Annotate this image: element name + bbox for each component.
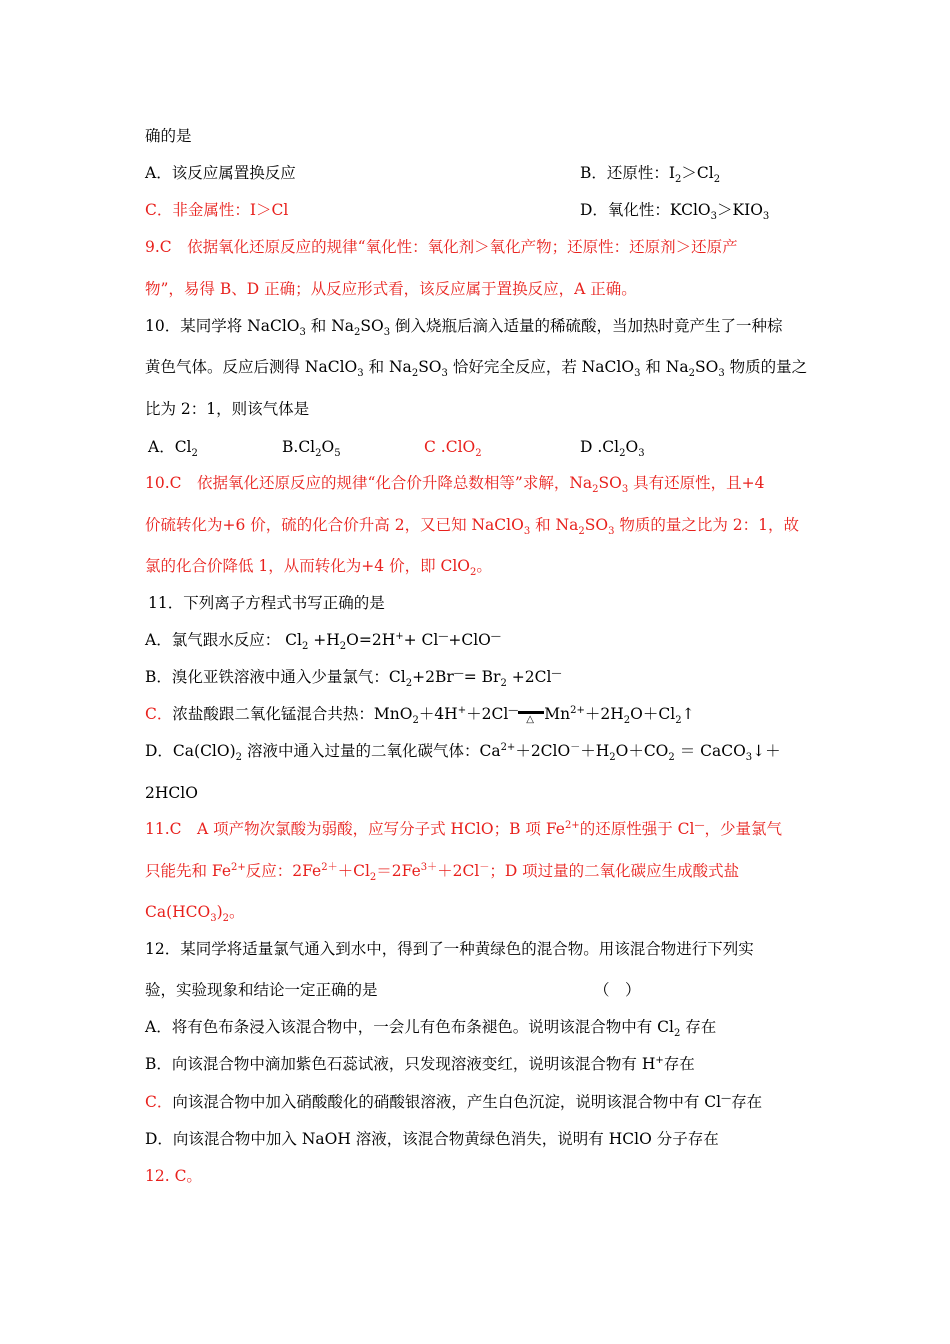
q11-option-c: C．浓盐酸跟二氧化锰混合共热：MnO$_2$＋4H+＋2Cl— △ $Mn^{2+}+2H_2O+Cl_2↑$ <box>145 704 695 727</box>
answer-12: 12. C。 <box>145 1167 202 1185</box>
q8-option-b: B．还原性：$I_2>Cl_2$ <box>580 164 721 186</box>
q8-stem-tail: 确的是 <box>145 127 192 145</box>
answer-10-line3: 氯的化合价降低 1，从而转化为+4 价，即 ClO$_2$。 <box>145 557 492 579</box>
q10-line3: 比为 2：1，则该气体是 <box>145 400 310 418</box>
q10-option-d: D $.Cl_2O_3$ <box>580 438 645 460</box>
answer-9-line2: 物”，易得 B、D 正确；从反应形式看，该反应属于置换反应，A 正确。 <box>145 280 637 298</box>
answer-10-line2: 价硫转化为+6 价，硫的化合价升高 2，又已知 NaClO$_3$ 和 $Na_2SO_3$ 物质的量之比为 2：1，故 <box>145 516 800 538</box>
q8-option-a: A．该反应属置换反应 <box>145 164 296 182</box>
q10-option-a: A．$Cl_2$ <box>148 438 198 460</box>
q10-line2: 黄色气体。反应后测得 NaClO$_3$ 和 $Na_2SO_3$ 恰好完全反应，若 NaClO$_3$ 和 $Na_2SO_3$ 物质的量之 <box>145 358 808 380</box>
q12-option-d: D．向该混合物中加入 NaOH 溶液，该混合物黄绿色消失，说明有 HClO 分子存在 <box>145 1130 719 1148</box>
q10-option-c: C .ClO$_2$ <box>424 438 482 460</box>
q12-line2: 验，实验现象和结论一定正确的是 <box>145 981 378 999</box>
q11-stem: 11．下列离子方程式书写正确的是 <box>148 594 385 612</box>
q10-option-b: $B.Cl_2O_5$ <box>282 438 341 460</box>
answer-11-line2: 只能先和 $Fe^{2+}$反应：$2Fe^{2+}+Cl_2=2Fe^{3+}+2Cl^-$；D 项过量的二氧化碳应生成酸式盐 <box>145 861 740 884</box>
answer-11-line3: $Ca(HCO_3)_2$。 <box>145 903 245 925</box>
answer-10-line1: 10.C 依据氧化还原反应的规律“化合价升降总数相等”求解，$Na_2SO_3$ 具有还原性，且+4 <box>145 474 765 496</box>
q10-line1: 10．某同学将 NaClO$_3$ 和 $Na_2SO_3$ 倒入烧瓶后滴入适量的稀硫酸，当加热时竟产生了一种棕 <box>145 317 783 339</box>
q8-option-d: D．氧化性：$KClO_3>KIO_3$ <box>580 201 770 223</box>
q12-option-c: C．向该混合物中加入硝酸酸化的硝酸银溶液，产生白色沉淀，说明该混合物中有 Cl—存在 <box>145 1092 763 1111</box>
q12-option-a: A．将有色布条浸入该混合物中，一会儿有色布条褪色。说明该混合物中有 $Cl_2$ 存在 <box>145 1018 717 1040</box>
q8-option-c: C．非金属性：I＞Cl <box>145 201 289 219</box>
q11-option-d-line2: 2HClO <box>145 784 198 802</box>
q12-option-b: B．向该混合物中滴加紫色石蕊试液，只发现溶液变红，说明该混合物有 H+存在 <box>145 1054 695 1073</box>
q11-option-b: B．溴化亚铁溶液中通入少量氯气：$Cl_2+2Br^—= Br_2 +2Cl^—$ <box>145 667 562 690</box>
heat-equals-sign: △ <box>518 708 544 722</box>
q8-options-row1 <box>145 162 296 184</box>
q12-answer-paren: （ ） <box>594 981 641 999</box>
q11-option-a: A．氯气跟水反应： $Cl_2 +H_2O=2H^++ Cl^—+ClO^—$ <box>145 630 501 653</box>
q12-line1: 12．某同学将适量氯气通入到水中，得到了一种黄绿色的混合物。用该混合物进行下列实 <box>145 940 754 958</box>
answer-9-line1: 9.C 依据氧化还原反应的规律“氧化性：氧化剂＞氧化产物；还原性：还原剂＞还原产 <box>145 238 738 256</box>
q11-option-d: D．$Ca(ClO)_2$ 溶液中通入过量的二氧化碳气体：$Ca^{2+}+2ClO^-+H_2O+CO_2$ ＝ CaCO$_3$↓＋ <box>145 741 781 764</box>
answer-11-line1: 11.C A 项产物次氯酸为弱酸，应写分子式 HClO；B 项 $Fe^{2+}$的还原性强于 Cl—，少量氯气 <box>145 819 782 838</box>
